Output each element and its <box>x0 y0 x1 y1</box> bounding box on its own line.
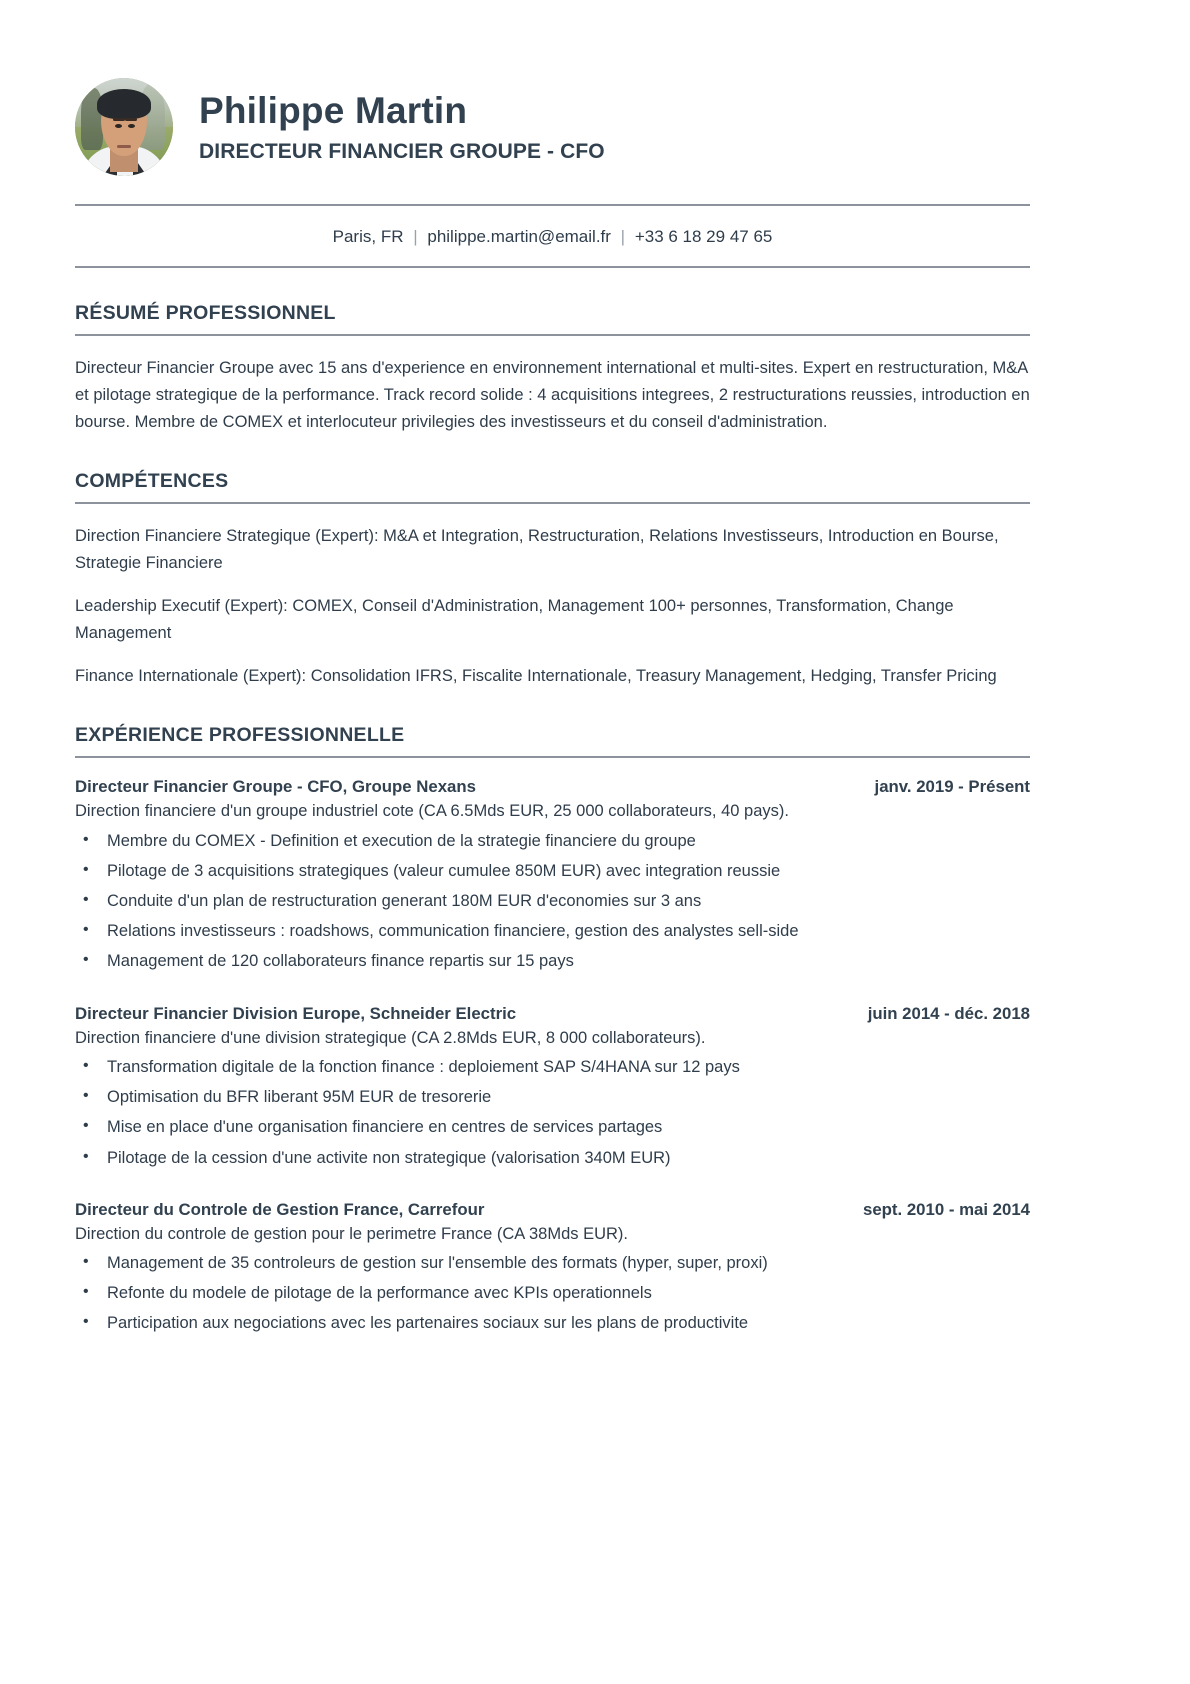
skill-group: Direction Financiere Strategique (Expert): M&A et Integration, Restructuration, Relations Investisseurs, Introduction en Bourse, Strategie Financiere <box>75 527 999 573</box>
avatar-hair <box>97 89 151 119</box>
section-summary <box>75 268 1030 436</box>
contact-phone[interactable]: +33 6 18 29 47 65 <box>634 227 773 246</box>
section-title-summary: RÉSUMÉ PROFESSIONNEL <box>75 302 336 324</box>
experience-item-dates: janv. 2019 - Présent <box>874 777 1030 797</box>
avatar <box>75 78 173 176</box>
experience-item-description: Direction financiere d'un groupe industriel cote (CA 6.5Mds EUR, 25 000 collaborateurs, 40 pays). <box>75 802 789 821</box>
list-item: • Participation aux negociations avec les partenaires sociaux sur les plans de productivite <box>75 1311 1030 1336</box>
experience-item <box>75 1200 1030 1337</box>
experience-item-header <box>75 1004 1030 1024</box>
list-item: • Mise en place d'une organisation financiere en centres de services partages <box>75 1115 1030 1140</box>
skill-group: Finance Internationale (Expert): Consolidation IFRS, Fiscalite Internationale, Treasury Management, Hedging, Transfer Pricing <box>75 667 997 686</box>
divider-summary <box>75 334 1030 336</box>
list-item: • Management de 35 controleurs de gestion sur l'ensemble des formats (hyper, super, proxi) <box>75 1251 1030 1276</box>
avatar-eye-left <box>115 124 122 128</box>
page-title: Philippe Martin <box>199 90 468 132</box>
experience-item-bullets <box>75 1251 1030 1336</box>
list-item: • Membre du COMEX - Definition et execution de la strategie financiere du groupe <box>75 829 1030 854</box>
list-item: • Conduite d'un plan de restructuration generant 180M EUR d'economies sur 3 ans <box>75 889 1030 914</box>
avatar-mouth <box>117 145 131 148</box>
section-skills <box>75 436 1030 690</box>
contact-separator-1: | <box>413 227 418 246</box>
experience-item-dates: juin 2014 - déc. 2018 <box>867 1003 1030 1023</box>
resume-header <box>75 0 1030 176</box>
list-item: • Pilotage de 3 acquisitions strategiques (valeur cumulee 850M EUR) avec integration reussie <box>75 859 1030 884</box>
experience-item-title: Directeur Financier Division Europe, Schneider Electric <box>75 1003 517 1023</box>
experience-item-description: Direction financiere d'une division strategique (CA 2.8Mds EUR, 8 000 collaborateurs). <box>75 1028 706 1047</box>
experience-item-header <box>75 777 1030 797</box>
list-item: • Transformation digitale de la fonction finance : deploiement SAP S/4HANA sur 12 pays <box>75 1055 1030 1080</box>
experience-item-header <box>75 1200 1030 1220</box>
divider-experience <box>75 756 1030 758</box>
experience-item-bullets <box>75 829 1030 974</box>
list-item: • Management de 120 collaborateurs finance repartis sur 15 pays <box>75 949 1030 974</box>
experience-item-title: Directeur Financier Groupe - CFO, Groupe Nexans <box>75 777 476 797</box>
section-experience <box>75 690 1030 1336</box>
contact-email[interactable]: philippe.martin@email.fr <box>427 227 611 246</box>
identity-block <box>199 90 1030 163</box>
section-title-experience: EXPÉRIENCE PROFESSIONNELLE <box>75 724 405 747</box>
job-headline: DIRECTEUR FINANCIER GROUPE - CFO <box>199 139 605 163</box>
experience-item-bullets <box>75 1055 1030 1170</box>
resume-content <box>75 0 1030 1337</box>
list-item: • Relations investisseurs : roadshows, communication financiere, gestion des analystes sell-side <box>75 919 1030 944</box>
experience-item-title: Directeur du Controle de Gestion France, Carrefour <box>75 1199 485 1219</box>
avatar-eyebrow-left <box>113 118 125 121</box>
avatar-eye-right <box>128 124 135 128</box>
contact-separator-2: | <box>620 227 626 246</box>
contact-line <box>75 206 1030 266</box>
experience-item-description: Direction du controle de gestion pour le perimetre France (CA 38Mds EUR). <box>75 1224 628 1243</box>
list-item: • Refonte du modele de pilotage de la performance avec KPIs operationnels <box>75 1281 1030 1306</box>
experience-item-dates: sept. 2010 - mai 2014 <box>863 1199 1030 1219</box>
summary-text: Directeur Financier Groupe avec 15 ans d'experience en environnement international et multi-sites. Expert en restructuration, M&A et pilotage strategique de la performance. Track record solide : 4 acquisitions integrees, 2 restructurations reussies, introduction en bourse. Membre de COMEX et interlocuteur privilegies des investisseurs et du conseil d'administration. <box>75 359 1030 432</box>
skill-group: Leadership Executif (Expert): COMEX, Conseil d'Administration, Management 100+ personnes, Transformation, Change Management <box>75 597 954 643</box>
experience-item <box>75 777 1030 974</box>
section-title-skills: COMPÉTENCES <box>75 470 229 493</box>
experience-item <box>75 1004 1030 1171</box>
avatar-eyebrow-right <box>125 118 137 121</box>
contact-location: Paris, FR <box>332 227 404 246</box>
divider-skills <box>75 502 1030 504</box>
list-item: • Optimisation du BFR liberant 95M EUR de tresorerie <box>75 1085 1030 1110</box>
list-item: • Pilotage de la cession d'une activite non strategique (valorisation 340M EUR) <box>75 1146 1030 1171</box>
